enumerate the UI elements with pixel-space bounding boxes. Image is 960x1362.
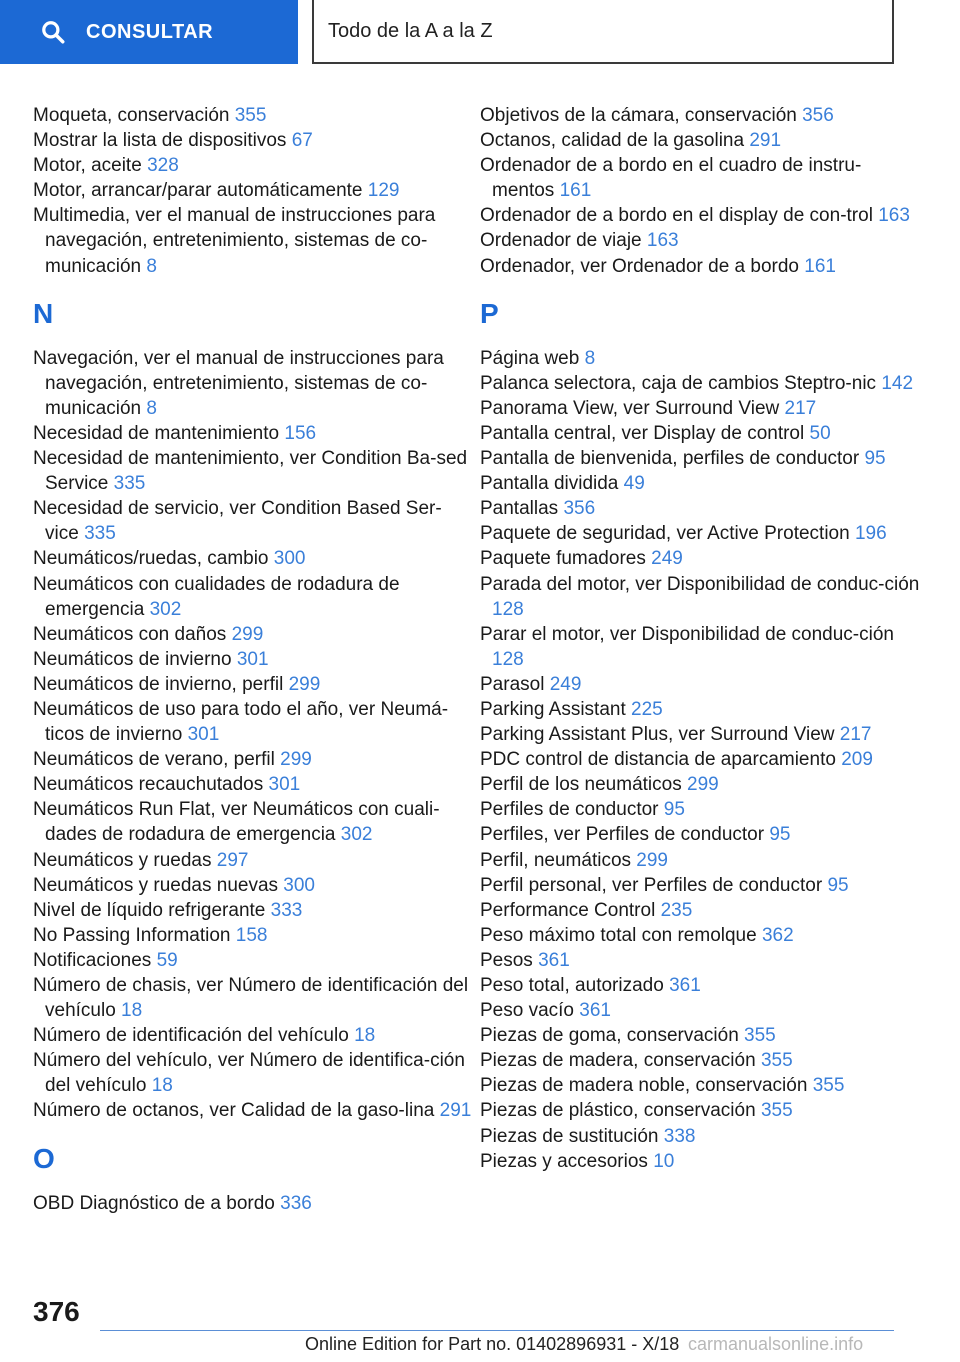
index-entry (480, 396, 920, 421)
page-link[interactable]: 161 (559, 180, 592, 202)
index-entry (33, 128, 473, 153)
index-entry-text: Pantalla dividida (480, 473, 624, 495)
page-link[interactable]: 302 (149, 598, 182, 620)
index-entry (480, 848, 920, 873)
index-entry-text: Pantalla de bienvenida, perfiles de conductor (480, 448, 865, 470)
page-link[interactable]: 299 (687, 774, 719, 796)
index-entry (480, 1048, 920, 1073)
page-link[interactable]: 128 (492, 648, 524, 670)
index-entry-text: Pantalla central, ver Display de control (480, 422, 810, 444)
index-entry-text: Parada del motor, ver Disponibilidad de conduc‐ción (480, 573, 920, 595)
page-link[interactable]: 299 (231, 623, 264, 645)
page-link[interactable]: 235 (660, 899, 693, 921)
index-entry-text: Paquete de seguridad, ver Active Protection (480, 523, 855, 545)
index-entry (480, 153, 920, 203)
page-link[interactable]: 299 (280, 749, 312, 771)
index-entry-text: Peso total, autorizado (480, 975, 670, 996)
index-entry-text: Ordenador de viaje (480, 230, 647, 252)
index-entry (33, 153, 473, 178)
index-entry-text: Peso máximo total con remolque (480, 924, 762, 946)
page-link[interactable]: 291 (439, 1100, 472, 1122)
index-entry-text: Multimedia, ver el manual de instrucciones para navegación, entretenimiento, sistemas de co‐municación (33, 205, 436, 277)
index-entry-text: Objetivos de la cámara, conservación (480, 105, 803, 126)
index-entry-text: Neumáticos y ruedas nuevas (33, 874, 284, 896)
index-entry-text: Navegación, ver el manual de instrucciones para navegación, entretenimiento, sistemas de co‐municación (33, 347, 444, 419)
footer-divider (100, 1330, 894, 1331)
index-entry (480, 346, 920, 371)
index-entry-text: Parasol (480, 673, 550, 695)
page-link[interactable]: 249 (651, 548, 683, 570)
index-entry-text: Perfiles de conductor (480, 799, 664, 821)
index-entry (480, 421, 920, 446)
page-link[interactable]: 59 (156, 949, 178, 971)
index-entry-text: Panorama View, ver Surround View (480, 397, 785, 419)
index-entry (480, 898, 920, 923)
page-link[interactable]: 356 (563, 498, 596, 520)
index-entry-text: Moqueta, conservación (33, 105, 235, 126)
index-entry-text: Piezas de madera, conservación (480, 1050, 761, 1072)
index-entry-text: Neumáticos de invierno, perfil (33, 673, 289, 695)
index-entry-text: Palanca selectora, caja de cambios Steptro‐nic (480, 372, 882, 394)
page-link[interactable]: 18 (121, 1000, 143, 1022)
index-entry (480, 622, 920, 672)
index-entry (480, 203, 920, 228)
page-link[interactable]: 355 (812, 1075, 845, 1097)
page-link[interactable]: 299 (288, 673, 321, 695)
index-entry (480, 546, 920, 571)
index-entry (33, 103, 473, 128)
index-entry-text: Ordenador de a bordo en el cuadro de instru‐mentos (480, 155, 862, 202)
index-entry (480, 747, 920, 772)
index-entry-text: OBD Diagnóstico de a bordo (33, 1192, 281, 1214)
page-link[interactable]: 356 (802, 105, 834, 126)
index-entry-text: Neumáticos/ruedas, cambio (33, 548, 274, 570)
index-entry (480, 521, 920, 546)
index-entry-text: Piezas de goma, conservación (480, 1025, 745, 1047)
index-column-left (33, 103, 473, 1216)
index-entry-text: Piezas y accesorios (480, 1150, 654, 1172)
page-link[interactable]: 163 (646, 230, 679, 252)
index-entry-text: Neumáticos y ruedas (33, 849, 217, 871)
index-entry (480, 446, 920, 471)
index-entry (33, 747, 473, 772)
index-entry-text: Parar el motor, ver Disponibilidad de conduc‐ción (480, 623, 894, 645)
page-link[interactable]: 335 (113, 473, 146, 495)
page-link[interactable]: 338 (663, 1125, 696, 1147)
index-entry (33, 1023, 473, 1048)
index-entry (480, 772, 920, 797)
index-entry (33, 697, 473, 747)
index-entry (33, 421, 473, 446)
index-entry (33, 772, 473, 797)
index-entry-text: Perfil, neumáticos (480, 849, 637, 871)
index-entry (33, 923, 473, 948)
page-link[interactable]: 300 (283, 874, 315, 896)
index-entry (480, 1023, 920, 1048)
index-entry (33, 898, 473, 923)
page-link[interactable]: 361 (538, 949, 570, 971)
page-link[interactable]: 301 (187, 724, 220, 746)
index-entry (33, 572, 473, 622)
index-entry-text: Perfil de los neumáticos (480, 774, 687, 796)
page-link[interactable]: 355 (760, 1050, 793, 1072)
index-entry-text: Necesidad de servicio, ver Condition Based Ser‐vice (33, 498, 442, 545)
page-link[interactable]: 95 (663, 799, 685, 821)
search-label: CONSULTAR (86, 20, 214, 43)
index-entry (33, 496, 473, 546)
index-entry (33, 672, 473, 697)
index-entry (480, 572, 920, 622)
index-entry (480, 672, 920, 697)
index-entry (480, 797, 920, 822)
page-link[interactable]: 163 (878, 205, 910, 227)
page-link[interactable]: 95 (864, 448, 886, 470)
index-entry (480, 471, 920, 496)
page-link[interactable]: 336 (280, 1192, 312, 1214)
page-link[interactable]: 18 (151, 1075, 173, 1097)
index-entry-text: Perfil personal, ver Perfiles de conductor (480, 874, 828, 896)
page-link[interactable]: 299 (636, 849, 668, 871)
index-entry-text: Número de chasis, ver Número de identificación del vehículo (33, 975, 469, 1022)
page-link[interactable]: 297 (216, 849, 249, 871)
page-link[interactable]: 158 (235, 924, 268, 946)
index-entry-text: Pesos (480, 949, 539, 971)
page-link[interactable]: 361 (669, 975, 701, 996)
search-icon (40, 19, 66, 45)
index-entry-text: Notificaciones (33, 949, 157, 971)
page-link[interactable]: 161 (804, 255, 836, 277)
index-entry-text: Motor, arrancar/parar automáticamente (33, 180, 368, 202)
index-entry-text: Neumáticos con cualidades de rodadura de emergencia (33, 573, 400, 620)
index-entry (480, 1149, 920, 1174)
page-link[interactable]: 95 (827, 874, 849, 896)
index-entry-text: Mostrar la lista de dispositivos (33, 130, 292, 152)
index-entry-text: Parking Assistant (480, 698, 632, 720)
index-entry (480, 948, 920, 973)
index-entry-text: Número de octanos, ver Calidad de la gaso‐lina (33, 1100, 440, 1122)
index-entry-text: Neumáticos de verano, perfil (33, 749, 281, 771)
page-link[interactable]: 18 (354, 1025, 376, 1047)
page-link[interactable]: 355 (744, 1025, 776, 1047)
page-link[interactable]: 217 (839, 724, 872, 746)
index-entry-text: Ordenador, ver Ordenador de a bordo (480, 255, 805, 277)
page-link[interactable]: 355 (234, 105, 267, 126)
index-entry-text: Octanos, calidad de la gasolina (480, 130, 750, 152)
index-entry (480, 228, 920, 253)
index-entry-text: Neumáticos con daños (33, 623, 232, 645)
index-entry (33, 546, 473, 571)
index-entry (480, 371, 920, 396)
index-entry-text: Piezas de sustitución (480, 1125, 664, 1147)
index-entry (480, 128, 920, 153)
index-entry-text: Neumáticos recauchutados (33, 774, 269, 796)
index-entry (33, 1048, 473, 1098)
index-letter-heading: O (33, 1142, 55, 1174)
index-entry-text: Número de identificación del vehículo (33, 1025, 355, 1047)
index-entry (480, 822, 920, 847)
page-link[interactable]: 361 (579, 1000, 611, 1022)
page-link[interactable]: 355 (760, 1100, 793, 1122)
index-entry-text: Piezas de plástico, conservación (480, 1100, 761, 1122)
page-link[interactable]: 8 (146, 255, 157, 277)
page-link[interactable]: 8 (584, 347, 596, 369)
search-button[interactable] (0, 0, 298, 64)
index-entry-text: Motor, aceite (33, 155, 148, 177)
page-link[interactable]: 196 (854, 523, 887, 545)
index-letter-heading: N (33, 297, 54, 329)
index-entry-text: Performance Control (480, 899, 661, 921)
page-link[interactable]: 301 (268, 774, 301, 796)
index-entry-text: PDC control de distancia de aparcamiento (480, 749, 842, 771)
index-entry (480, 496, 920, 521)
index-entry-text: Ordenador de a bordo en el display de con‐trol (480, 205, 879, 227)
index-entry (480, 697, 920, 722)
index-entry (33, 973, 473, 1023)
index-entry (33, 446, 473, 496)
index-entry-text: Perfiles, ver Perfiles de conductor (480, 824, 770, 846)
page-link[interactable]: 129 (367, 180, 400, 202)
index-entry (480, 998, 920, 1023)
page-link[interactable]: 209 (841, 749, 873, 771)
index-entry-text: Número del vehículo, ver Número de identifica‐ción del vehículo (33, 1050, 465, 1097)
page-link[interactable]: 128 (492, 598, 524, 620)
page-link[interactable]: 301 (236, 648, 269, 670)
page-link[interactable]: 50 (809, 422, 831, 444)
index-entry (480, 103, 920, 128)
page-link[interactable]: 8 (146, 397, 157, 419)
page-link[interactable]: 302 (340, 824, 373, 846)
index-entry (33, 948, 473, 973)
index-entry-text: Necesidad de mantenimiento (33, 422, 285, 444)
index-entry (480, 973, 920, 998)
page-link[interactable]: 49 (623, 473, 645, 495)
top-bar (0, 0, 960, 66)
index-entry (33, 1191, 473, 1216)
index-entry (480, 1124, 920, 1149)
index-entry-text: Neumáticos de invierno (33, 648, 237, 670)
index-letter-heading: P (480, 297, 499, 329)
page-link[interactable]: 217 (784, 397, 817, 419)
index-entry (480, 1073, 920, 1098)
index-entry (33, 797, 473, 847)
watermark-text: carmanualsonline.info (688, 1334, 864, 1354)
index-entry-text: Necesidad de mantenimiento, ver Condition Ba‐sed Service (33, 448, 468, 495)
page-link[interactable]: 328 (147, 155, 179, 177)
index-entry-text: Peso vacío (480, 1000, 580, 1022)
page-link[interactable]: 156 (284, 422, 317, 444)
index-entry-text: Página web (480, 347, 585, 369)
index-column-right (480, 103, 920, 1174)
index-entry (33, 203, 473, 278)
index-entry-text: Nivel de líquido refrigerante (33, 899, 271, 921)
page-number: 376 (33, 1296, 80, 1327)
index-entry (33, 873, 473, 898)
index-entry (33, 178, 473, 203)
page-link[interactable]: 333 (270, 899, 303, 921)
index-entry (33, 346, 473, 421)
index-entry-text: Piezas de madera noble, conservación (480, 1075, 813, 1097)
page-link[interactable]: 249 (549, 673, 582, 695)
section-title (312, 0, 894, 64)
page-link[interactable]: 362 (761, 924, 794, 946)
page-link[interactable]: 95 (769, 824, 791, 846)
index-entry-text: Parking Assistant Plus, ver Surround View (480, 724, 840, 746)
page-link[interactable]: 225 (631, 698, 663, 720)
index-entry (480, 923, 920, 948)
index-entry (480, 1098, 920, 1123)
page-link[interactable]: 10 (653, 1150, 675, 1172)
index-entry-text: Neumáticos de uso para todo el año, ver Neumá‐ticos de invierno (33, 698, 449, 746)
index-entry (33, 622, 473, 647)
page-link[interactable]: 335 (84, 523, 116, 545)
index-entry (33, 1098, 473, 1123)
index-entry-text: Pantallas (480, 498, 564, 520)
index-entry (33, 848, 473, 873)
page-link[interactable]: 300 (273, 548, 306, 570)
index-entry (33, 647, 473, 672)
index-entry-text: Paquete fumadores (480, 548, 652, 570)
page-link[interactable]: 67 (291, 130, 313, 152)
edition-text: Online Edition for Part no. 01402896931 - X/18 (305, 1334, 680, 1354)
index-entry (480, 254, 920, 279)
page-link[interactable]: 291 (749, 130, 782, 152)
index-entry-text: Neumáticos Run Flat, ver Neumáticos con cuali‐dades de rodadura de emergencia (33, 799, 440, 846)
index-entry-text: No Passing Information (33, 924, 236, 946)
page-link[interactable]: 142 (881, 372, 914, 394)
index-entry (480, 722, 920, 747)
section-title-text: Todo de la A a la Z (328, 19, 493, 42)
index-entry (480, 873, 920, 898)
